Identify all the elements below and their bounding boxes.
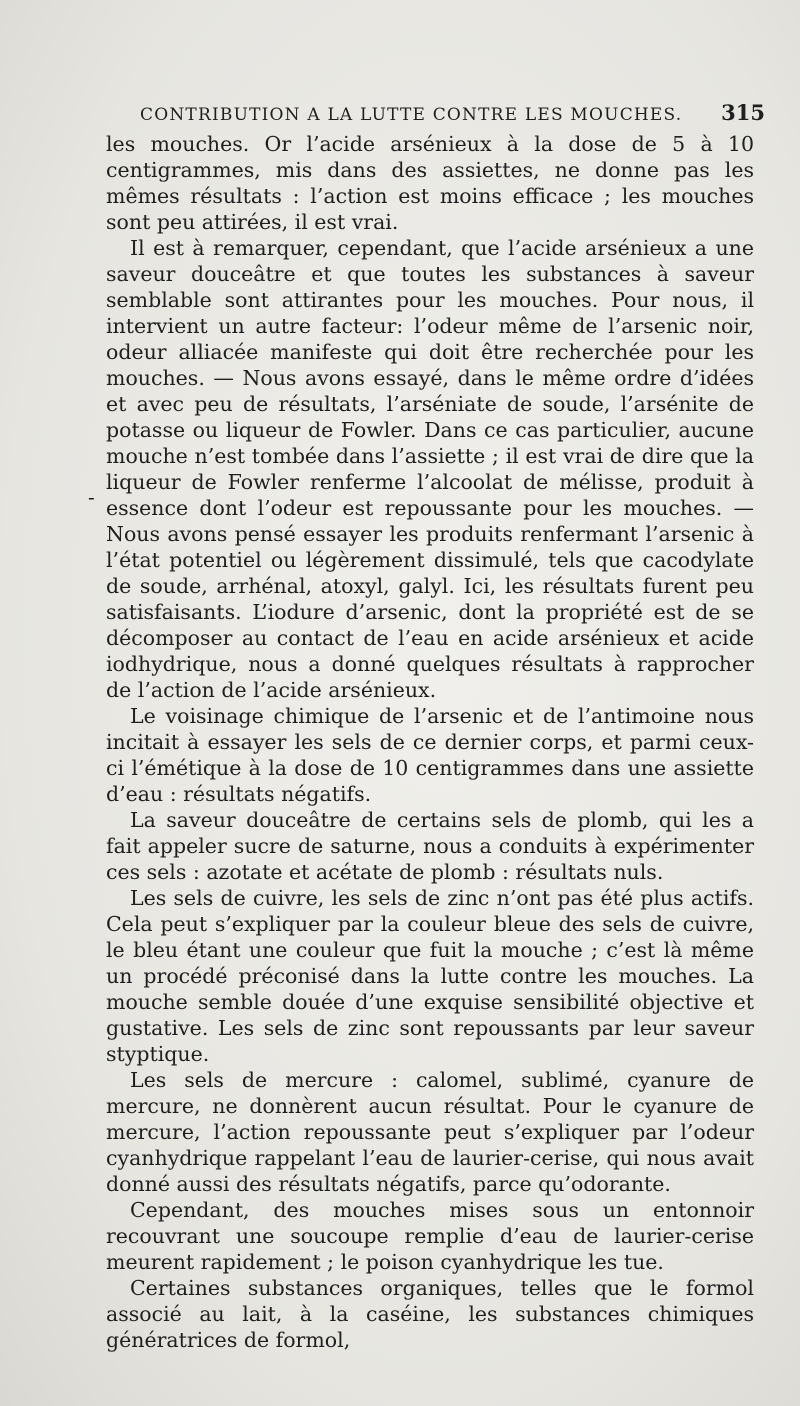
paragraph-1: les mouches. Or l’acide arsénieux à la dose de 5 à 10 centigrammes, mis dans des assiettes, ne donne pas les mêmes résultats : l’action est moins efficace ; les mouches sont peu attirées, il est vrai. — [106, 132, 754, 234]
paragraph-5: Les sels de cuivre, les sels de zinc n’ont pas été plus actifs. Cela peut s’expliquer par la couleur bleue des sels de cuivre, le bleu étant une couleur que fuit la mouche ; c’est là même un procédé préconisé dans la lutte contre les mouches. La mouche semble douée d’une exquise sensibilité objective et gustative. Les sels de zinc sont repoussants par leur saveur styptique. — [106, 886, 754, 1066]
paragraph-4: La saveur douceâtre de certains sels de plomb, qui les a fait appeler sucre de saturne, nous a conduits à expérimenter ces sels : azotate et acétate de plomb : résultats nuls. — [106, 808, 754, 884]
paragraph-8: Certaines substances organiques, telles que le formol associé au lait, à la caséine, les substances chimiques génératrices de formol, — [106, 1276, 754, 1352]
body-text — [106, 131, 754, 1353]
paragraph-3: Le voisinage chimique de l’arsenic et de l’antimoine nous incitait à essayer les sels de ce dernier corps, et parmi ceux-ci l’émétique à la dose de 10 centigrammes dans une assiette d’eau : résultats négatifs. — [106, 704, 754, 806]
header-title: CONTRIBUTION A LA LUTTE CONTRE LES MOUCHES. — [140, 105, 683, 125]
paragraph-7: Cependant, des mouches mises sous un entonnoir recouvrant une soucoupe remplie d’eau de laurier-cerise meurent rapidement ; le poison cyanhydrique les tue. — [106, 1198, 754, 1274]
paragraph-6: Les sels de mercure : calomel, sublimé, cyanure de mercure, ne donnèrent aucun résultat. Pour le cyanure de mercure, l’action repoussante peut s’expliquer par l’odeur cyanhydrique rappelant l’eau de laurier-cerise, qui nous avait donné aussi des résultats négatifs, parce qu’odorante. — [106, 1068, 754, 1196]
page-number: 315 — [721, 100, 765, 125]
running-header — [140, 100, 765, 125]
margin-mark: - — [88, 485, 95, 509]
paragraph-2: Il est à remarquer, cependant, que l’acide arsénieux a une saveur douceâtre et que toutes les substances à saveur semblable sont attirantes pour les mouches. Pour nous, il intervient un autre facteur: l’odeur même de l’arsenic noir, odeur alliacée manifeste qui doit être recherchée pour les mouches. — Nous avons essayé, dans le même ordre d’idées et avec peu de résultats, l’arséniate de soude, l’arsénite de potasse ou liqueur de Fowler. Dans ce cas particulier, aucune mouche n’est tombée dans l’assiette ; il est vrai de dire que la liqueur de Fowler renferme l’alcoolat de mélisse, produit à essence dont l’odeur est repoussante pour les mouches. — Nous avons pensé essayer les produits renfermant l’arsenic à l’état potentiel ou légèrement dissimulé, tels que cacodylate de soude, arrhénal, atoxyl, galyl. Ici, les résultats furent peu satisfaisants. L’iodure d’arsenic, dont la propriété est de se décomposer au contact de l’eau en acide arsénieux et acide iodhydrique, nous a donné quelques résultats à rapprocher de l’action de l’acide arsénieux. — [106, 236, 754, 702]
